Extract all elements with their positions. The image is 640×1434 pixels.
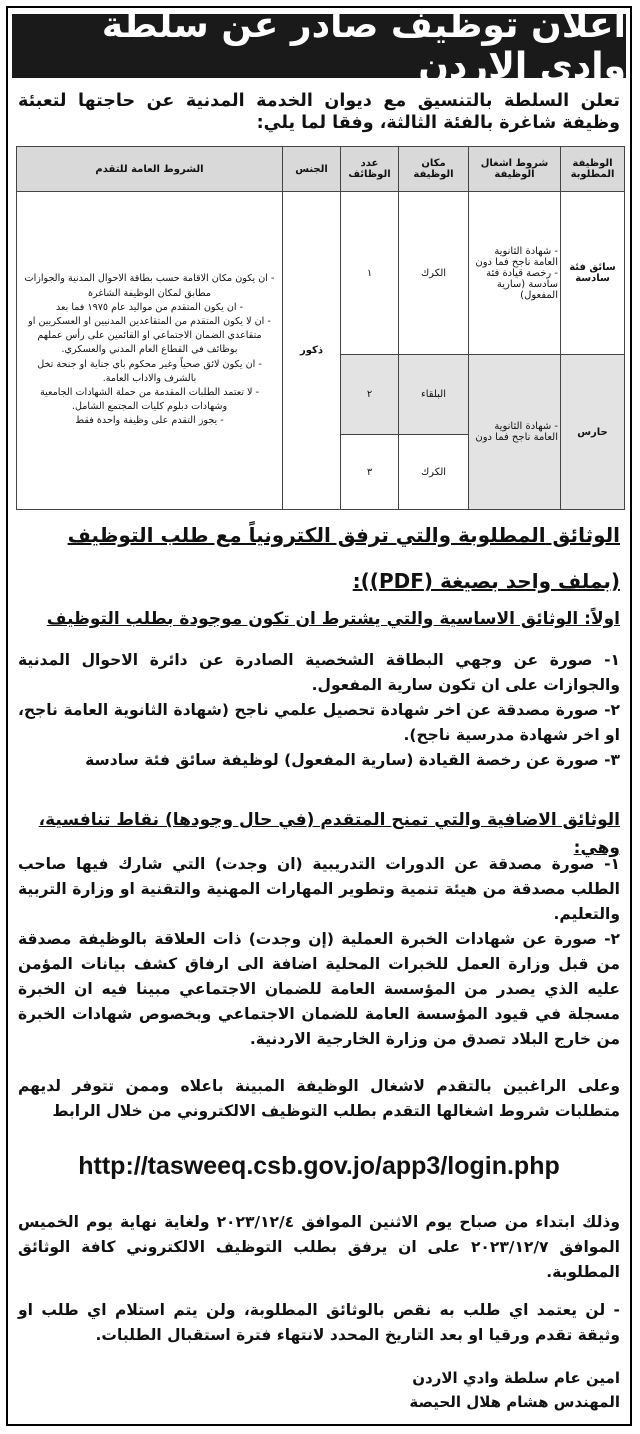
count-cell: ٢ bbox=[341, 355, 399, 435]
apply-paragraph: وعلى الراغبين بالتقدم لاشغال الوظيفة المبينة باعلاه وممن تتوفر لديهم متطلبات شروط اشغالها التقدم بطلب التوظيف الالكتروني من خلال الرابط bbox=[18, 1077, 620, 1120]
intro-paragraph: تعلن السلطة بالتنسيق مع ديوان الخدمة المدنية عن حاجتها لتعبئة وظيفة شاغرة بالفئة الثالثة، وفقا لما يلي: bbox=[18, 91, 620, 133]
list-item: ١- صورة مصدقة عن الدورات التدريبية (ان وجدت) التي شارك فيها صاحب الطلب مصدقة من هيئة تنمية وتطوير المهارات المهنية والتقنية او وزارة التربية والتعليم. bbox=[18, 855, 620, 923]
requirements-cell: - شهادة الثانوية العامة ناجح فما دون bbox=[469, 355, 561, 510]
condition-item: - ان يكون مكان الاقامة حسب بطاقة الاحوال المدنية والجوازات مطابق لمكان الوظيفة الشاغرة bbox=[24, 273, 275, 299]
signature-name: المهندس هشام هلال الحيصة bbox=[409, 1393, 620, 1411]
condition-item: - ان يكون المتقدم من مواليد عام ١٩٧٥ فما بعد bbox=[55, 301, 244, 313]
extra-documents-list bbox=[18, 852, 620, 1052]
location-cell: البلقاء bbox=[399, 355, 469, 435]
header-general-conditions: الشروط العامة للتقدم bbox=[17, 147, 283, 192]
job-advertisement bbox=[6, 6, 632, 1426]
condition-item: - ان يكون لائق صحياً وغير محكوم باي جناية او جنحة تخل بالشرف والاداب العامة. bbox=[37, 358, 262, 384]
count-cell: ٣ bbox=[341, 435, 399, 510]
condition-item: - لا تعتمد الطلبات المقدمة من حملة الشهادات الجامعية وشهادات دبلوم كليات المجتمع الشامل. bbox=[39, 387, 260, 413]
ad-title: اعلان توظيف صادر عن سلطة وادي الاردن bbox=[12, 14, 626, 78]
application-link[interactable]: http://tasweeq.csb.gov.jo/app3/login.php bbox=[78, 1152, 560, 1180]
list-item: ٢- صورة عن شهادات الخبرة العملية (إن وجدت) ذات العلاقة بالوظيفة مصدقة من قبل وزارة العمل للخبرات المحلية اضافة الى ارفاق كشف بيانات المؤمن عليه الذي يصدر من المؤسسة العامة للضمان الاجتماعي مبينا فيه ان الخبرة مسجلة في قيود المؤسسة العامة للضمان الاجتماعي وبخصوص شهادات الخبرة من خارج البلاد تصدق من وزارة الخارجية الاردنية. bbox=[18, 930, 620, 1048]
table-header-row bbox=[17, 147, 625, 192]
documents-format-heading: (بملف واحد بصيغة (PDF)): bbox=[352, 569, 620, 593]
general-conditions-cell bbox=[17, 192, 283, 510]
basic-documents-heading: اولاً: الوثائق الاساسية والتي يشترط ان تكون موجودة بطلب التوظيف bbox=[46, 609, 620, 629]
header-gender: الجنس bbox=[283, 147, 341, 192]
jobs-table bbox=[16, 146, 625, 510]
header-requirements: شروط اشغال الوظيفة bbox=[469, 147, 561, 192]
signature-block bbox=[18, 1366, 620, 1414]
location-cell: الكرك bbox=[399, 192, 469, 355]
job-cell: حارس bbox=[561, 355, 625, 510]
condition-item: - ان لا يكون المتقدم من المتقاعدين المدنيين او العسكريين او متقاعدي الضمان الاجتماعي او القائمين على رأس عملهم بوظائف في القطاع العام المدني والعسكري. bbox=[28, 315, 271, 356]
location-cell: الكرك bbox=[399, 435, 469, 510]
gender-cell: ذكور bbox=[283, 192, 341, 510]
list-item: ١- صورة عن وجهي البطاقة الشخصية الصادرة عن دائرة الاحوال المدنية والجوازات على ان تكون سارية المفعول. bbox=[18, 651, 620, 694]
header-count: عدد الوظائف bbox=[341, 147, 399, 192]
extra-documents-heading: الوثائق الاضافية والتي تمنح المتقدم (في حال وجودها) نقاط تنافسية، وهي: bbox=[38, 810, 620, 858]
count-cell: ١ bbox=[341, 192, 399, 355]
job-cell: سائق فئة سادسة bbox=[561, 192, 625, 355]
list-item: ٣- صورة عن رخصة القيادة (سارية المفعول) لوظيفة سائق فئة سادسة bbox=[85, 751, 620, 769]
dates-paragraph: وذلك ابتداء من صباح يوم الاثنين الموافق ٢٠٢٣/١٢/٤ ولغاية نهاية يوم الخميس الموافق ٢٠٢٣/١٢/٧ على ان يرفق بطلب التوظيف الالكتروني كافة الوثائق المطلوبة. bbox=[18, 1213, 620, 1281]
note-paragraph: - لن يعتمد اي طلب به نقص بالوثائق المطلوبة، ولن يتم استلام اي طلب او وثيقة تقدم ورقيا او بعد التاريخ المحدد لانتهاء فترة استقبال الطلبات. bbox=[18, 1301, 620, 1344]
header-location: مكان الوظيفة bbox=[399, 147, 469, 192]
signature-role: امين عام سلطة وادي الاردن bbox=[412, 1369, 620, 1387]
header-job: الوظيفة المطلوبة bbox=[561, 147, 625, 192]
table-row bbox=[17, 192, 625, 355]
documents-heading: الوثائق المطلوبة والتي ترفق الكترونياً مع طلب التوظيف bbox=[67, 523, 620, 547]
basic-documents-list bbox=[18, 648, 620, 773]
list-item: ٢- صورة مصدقة عن اخر شهادة تحصيل علمي ناجح (شهادة الثانوية العامة ناجح، او اخر شهادة مدرسية ناجح). bbox=[18, 701, 620, 744]
condition-item: - يجوز التقدم على وظيفة واحدة فقط bbox=[75, 415, 224, 427]
requirements-cell: - شهادة الثانوية العامة ناجح فما دون - رخصة قيادة فئة سادسة (سارية المفعول) bbox=[469, 192, 561, 355]
